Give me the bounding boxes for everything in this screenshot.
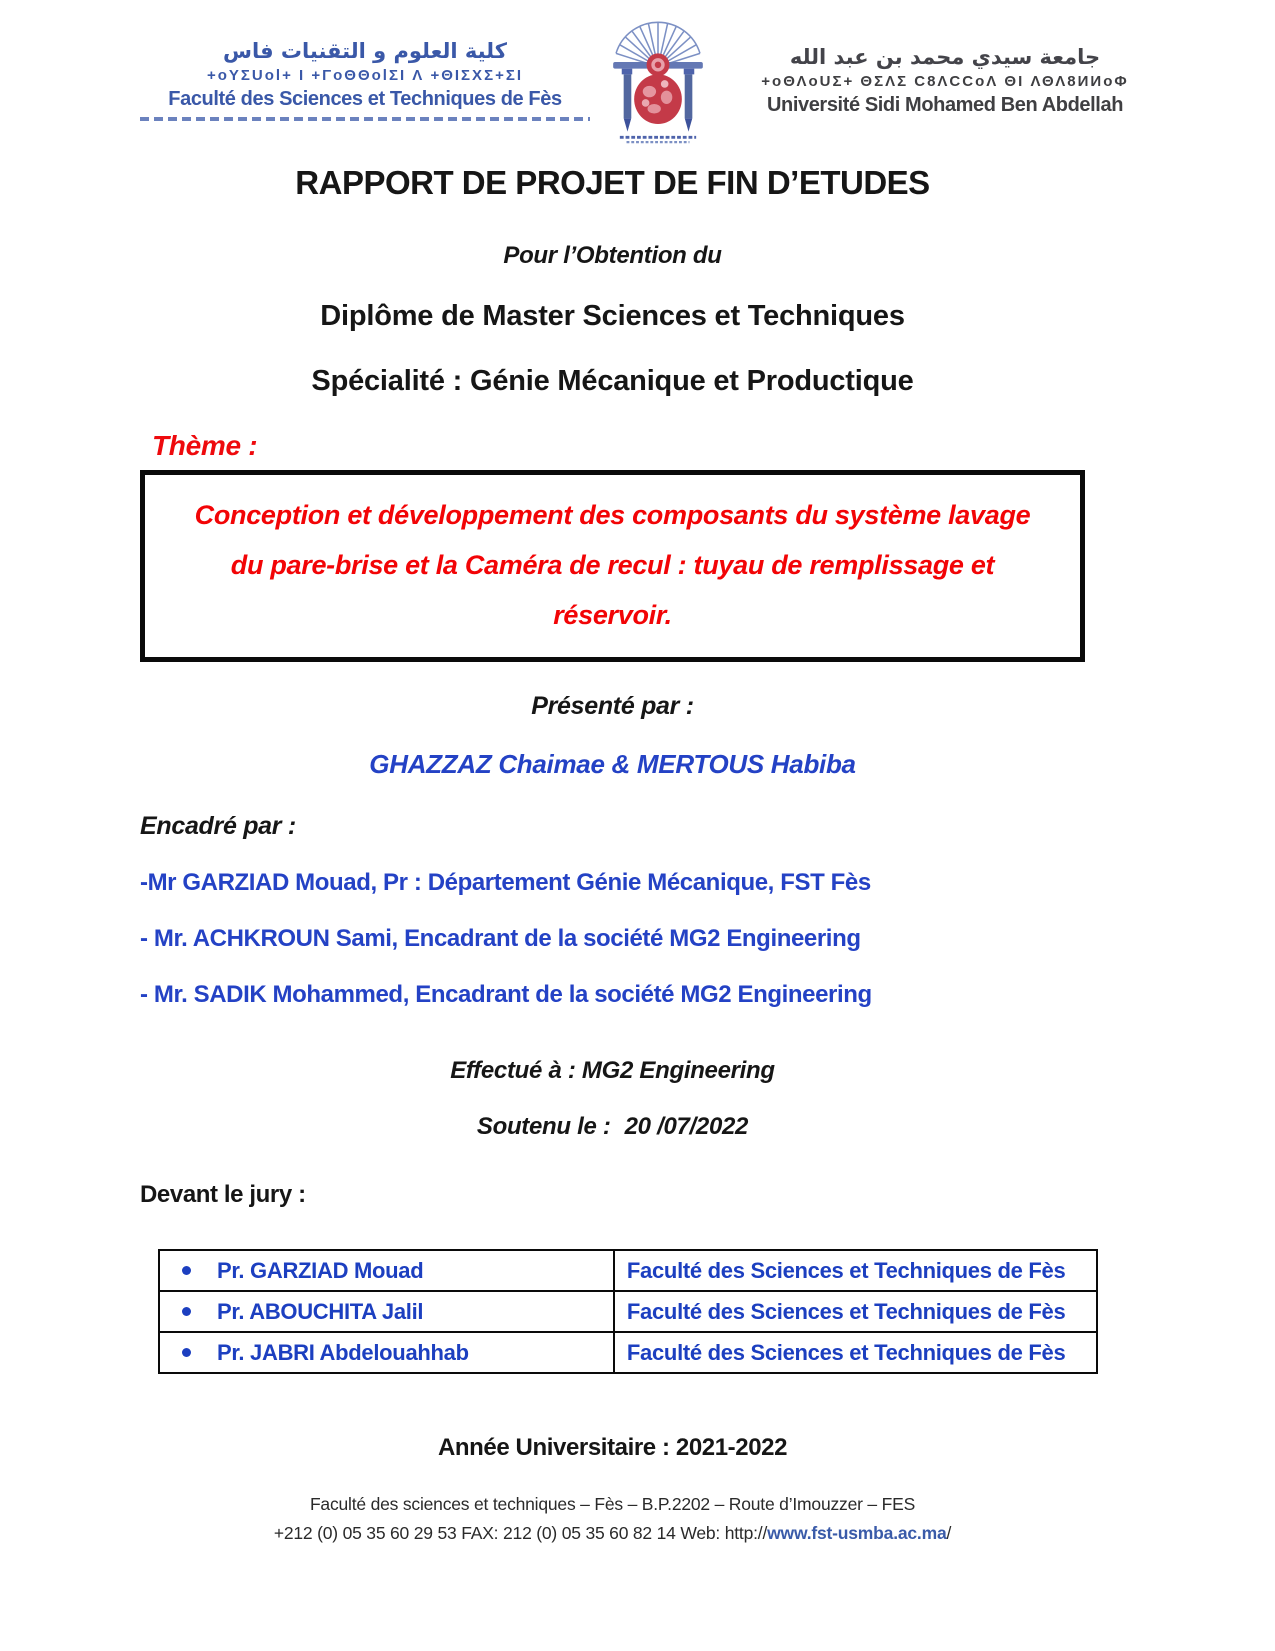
- university-name-french: Université Sidi Mohamed Ben Abdellah: [766, 94, 1124, 116]
- theme-box: [140, 470, 1085, 662]
- authors-names: GHAZZAZ Chaimae & MERTOUS Habiba: [369, 749, 856, 779]
- university-name-arabic: جامعة سيدي محمد بن عبد الله: [789, 45, 1101, 69]
- cover-content: [140, 164, 1085, 1548]
- defense-date-value: 20 /07/2022: [624, 1113, 749, 1140]
- bullet-icon: [182, 1307, 191, 1316]
- table-row: [159, 1291, 1097, 1332]
- supervisor-line: -Mr GARZIAD Mouad, Pr : Département Génie Mécanique, FST Fès: [140, 869, 871, 896]
- footer-link-suffix: /: [946, 1522, 952, 1543]
- bullet-icon: [182, 1348, 191, 1357]
- supervisor-line: - Mr. SADIK Mohammed, Encadrant de la société MG2 Engineering: [140, 981, 872, 1008]
- degree-line: Diplôme de Master Sciences et Techniques: [320, 300, 905, 332]
- footer: [140, 1490, 1085, 1548]
- jury-member-name: Pr. GARZIAD Mouad: [217, 1257, 424, 1283]
- supervisor-line: - Mr. ACHKROUN Sami, Encadrant de la société MG2 Engineering: [140, 925, 861, 952]
- footer-phone-fax: +212 (0) 05 35 60 29 53 FAX: 212 (0) 05 35 60 82 14 Web: http://: [273, 1522, 768, 1543]
- jury-member-affiliation: Faculté des Sciences et Techniques de Fès: [614, 1250, 1097, 1291]
- letterhead: [140, 16, 1165, 148]
- jury-table: [158, 1249, 1098, 1374]
- jury-member-name: Pr. JABRI Abdelouahhab: [217, 1339, 469, 1365]
- faculty-block: [140, 16, 590, 121]
- faculty-name-french: Faculté des Sciences et Techniques de Fès: [168, 88, 562, 110]
- bullet-icon: [182, 1266, 191, 1275]
- faculty-name-arabic: كلية العلوم و التقنيات فاس: [223, 39, 507, 63]
- academic-year-line: Année Universitaire : 2021-2022: [437, 1434, 788, 1461]
- jury-member-name-cell: [159, 1250, 614, 1291]
- table-row: [159, 1332, 1097, 1373]
- report-title: RAPPORT DE PROJET DE FIN D’ETUDES: [295, 164, 930, 201]
- theme-label: Thème :: [152, 430, 258, 461]
- jury-member-affiliation: Faculté des Sciences et Techniques de Fès: [614, 1332, 1097, 1373]
- table-row: [159, 1250, 1097, 1291]
- website-link[interactable]: www.fst-usmba.ac.ma: [767, 1522, 947, 1543]
- footer-address-line: Faculté des sciences et techniques – Fès – B.P.2202 – Route d’Imouzzer – FES: [309, 1494, 916, 1514]
- university-block: [725, 16, 1165, 118]
- supervised-by-label: Encadré par :: [140, 812, 296, 840]
- theme-text: Conception et développement des composants du système lavage du pare-brise et la Caméra de recul : tuyau de remplissage et réservoir.: [194, 500, 1031, 630]
- footer-contact-line: [140, 1519, 1085, 1548]
- obtention-subtitle: Pour l’Obtention du: [503, 242, 722, 269]
- jury-member-name-cell: [159, 1332, 614, 1373]
- university-emblem-logo: [592, 16, 724, 153]
- faculty-name-tifinagh: +oYΣUol+ I +ΓoΘΘolΣI Λ +ΘIΣXΣ+ΣI: [207, 67, 523, 85]
- jury-member-name: Pr. ABOUCHITA Jalil: [217, 1298, 424, 1324]
- jury-label: Devant le jury :: [140, 1181, 306, 1208]
- letterhead-dashed-line: [140, 117, 590, 121]
- carried-out-at-line: Effectué à : MG2 Engineering: [450, 1057, 775, 1084]
- presented-by-label: Présenté par :: [531, 692, 694, 720]
- speciality-line: Spécialité : Génie Mécanique et Productique: [311, 365, 914, 397]
- defense-date-line: [140, 1113, 1085, 1141]
- jury-member-name-cell: [159, 1291, 614, 1332]
- university-emblem-icon: [596, 16, 720, 148]
- jury-member-affiliation: Faculté des Sciences et Techniques de Fès: [614, 1291, 1097, 1332]
- defense-date-label: Soutenu le :: [476, 1113, 611, 1140]
- university-name-tifinagh: +oΘΛoUΣ+ ΘΣΛΣ C8ΛCCoΛ ΘI ΛΘΛ8ИИoΦ: [761, 73, 1129, 91]
